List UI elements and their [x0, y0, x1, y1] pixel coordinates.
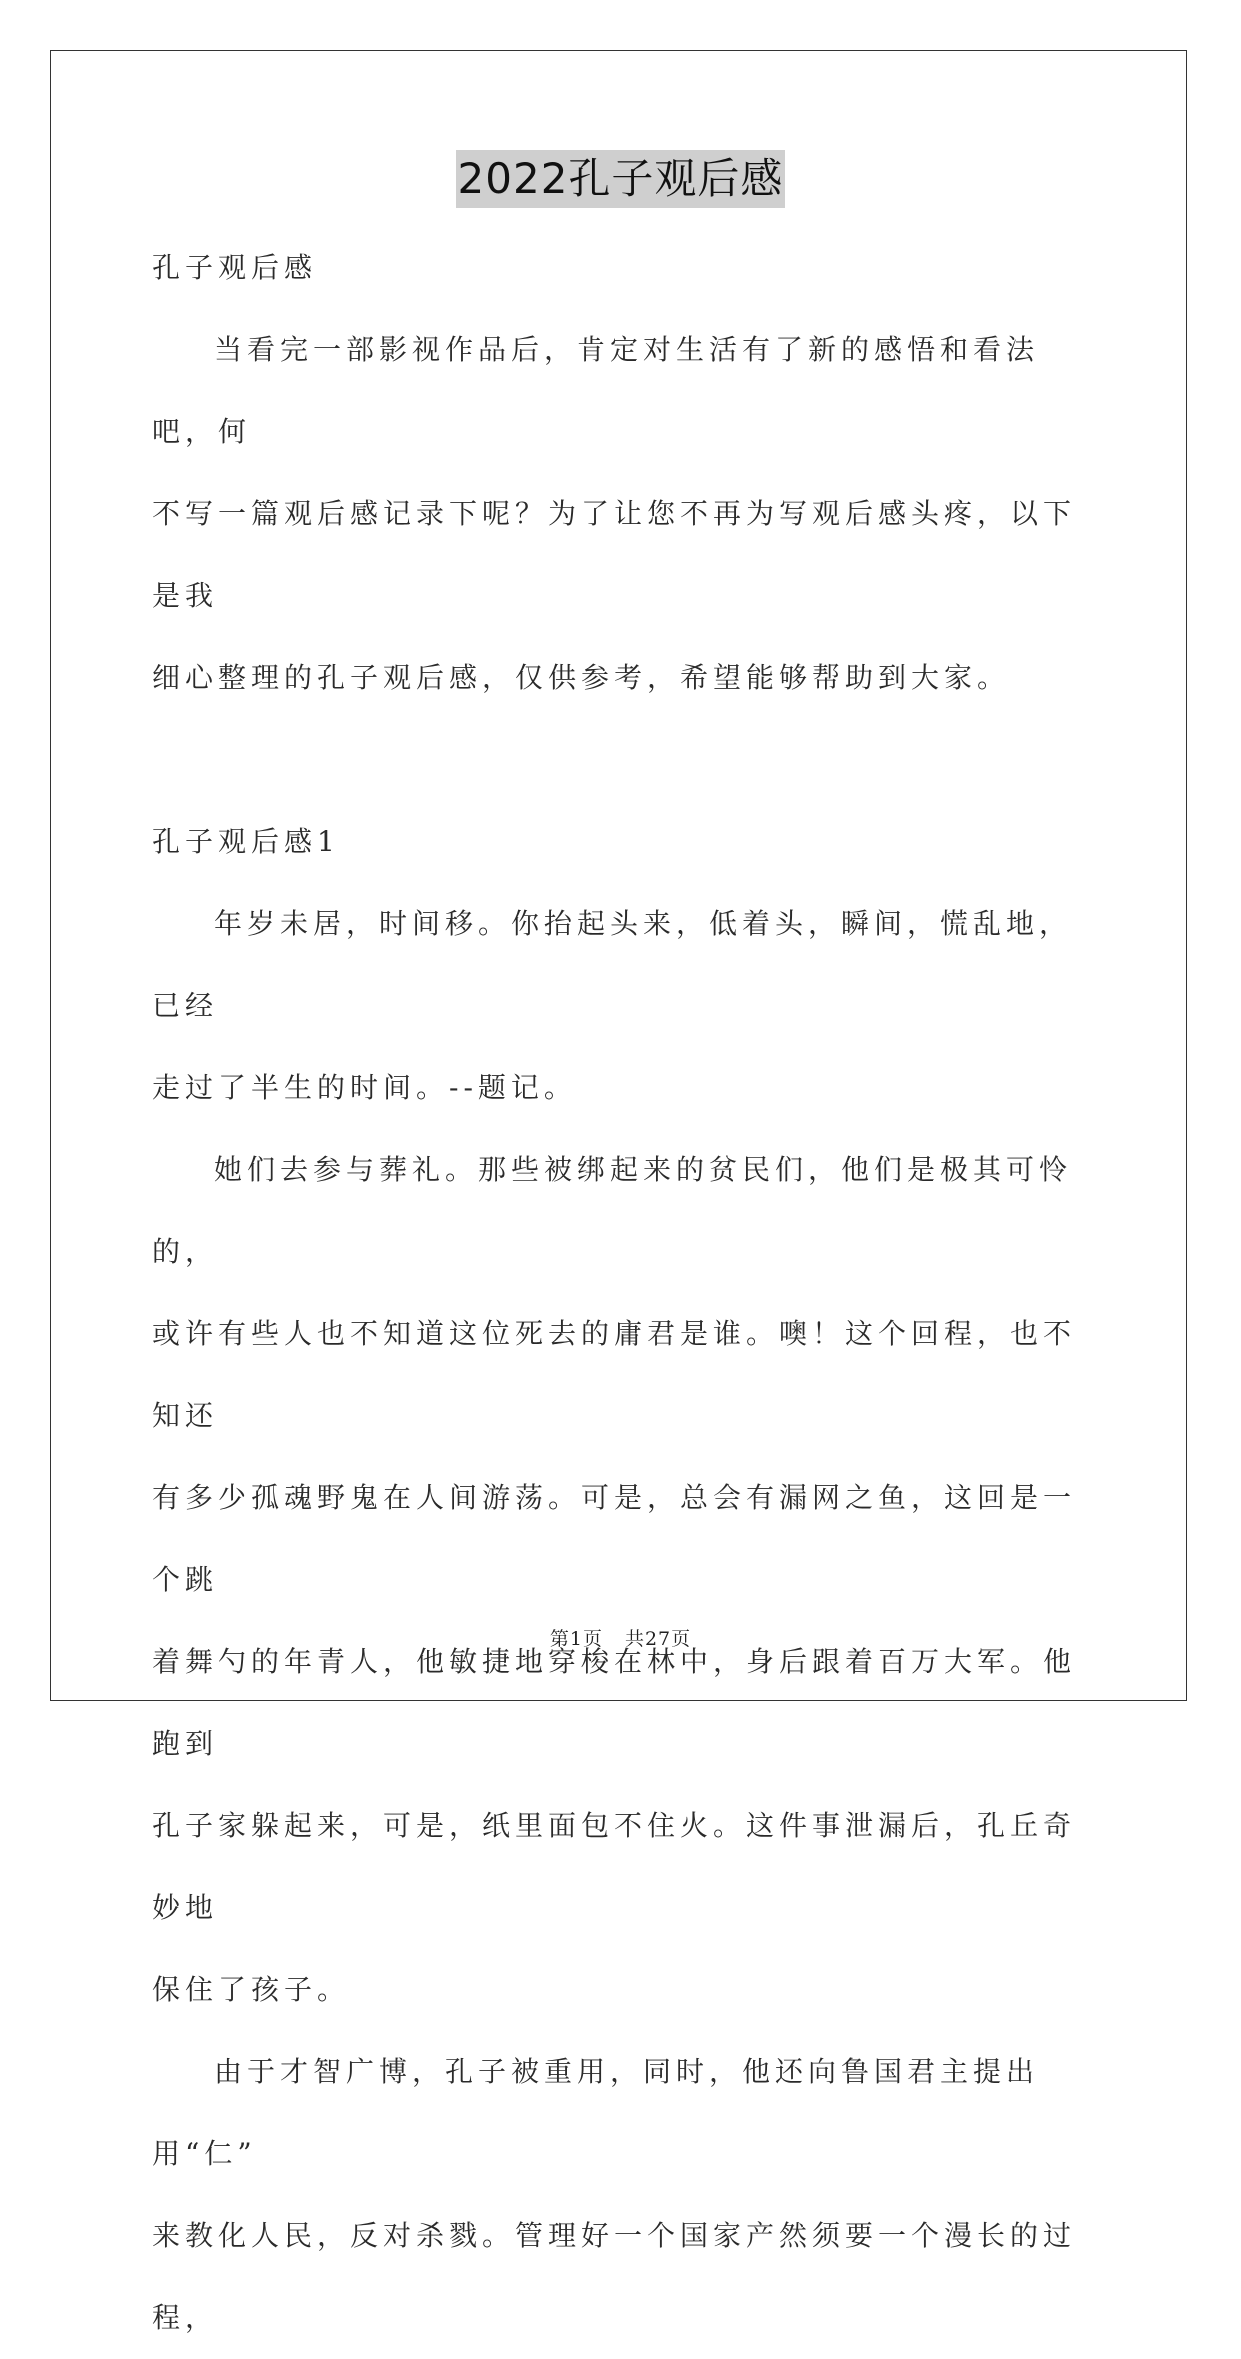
paragraph-line: 由于才智广博，孔子被重用，同时，他还向鲁国君主提出用“仁”: [152, 2055, 1040, 2170]
intro-line: 当看完一部影视作品后，肯定对生活有了新的感悟和看法吧，何: [152, 333, 1040, 448]
spacer: [152, 719, 1086, 801]
section-heading: 孔子观后感1: [152, 825, 340, 858]
paragraph-line: 她们去参与葬礼。那些被绑起来的贫民们，他们是极其可怜的，: [152, 1153, 1073, 1268]
paragraph-line: 孔子家躲起来，可是，纸里面包不住火。这件事泄漏后，孔丘奇妙地: [152, 1809, 1077, 1924]
page-total: 共27页: [624, 1628, 692, 1650]
intro-line: 不写一篇观后感记录下呢？为了让您不再为写观后感头疼，以下是我: [152, 497, 1077, 612]
paragraph-line: 或许有些人也不知道这位死去的庸君是谁。噢！这个回程，也不知还: [152, 1317, 1077, 1432]
document-title: 2022孔子观后感: [456, 150, 786, 208]
document-body: [152, 227, 1086, 2359]
paragraph-line: 保住了孩子。: [152, 1973, 351, 2006]
paragraph-line: 来教化人民，反对杀戮。管理好一个国家产然须要一个漫长的过程，: [152, 2219, 1077, 2334]
body-paragraph-2: [152, 1129, 1086, 2031]
paragraph-line: 走过了半生的时间。--题记。: [152, 1071, 577, 1104]
intro-heading: 孔子观后感: [152, 251, 318, 284]
paragraph-line: 年岁未居，时间移。你抬起头来，低着头，瞬间，慌乱地，已经: [152, 907, 1073, 1022]
intro-paragraph: [152, 309, 1086, 719]
paragraph-line: 有多少孤魂野鬼在人间游荡。可是，总会有漏网之鱼，这回是一个跳: [152, 1481, 1077, 1596]
intro-line: 细心整理的孔子观后感，仅供参考，希望能够帮助到大家。: [152, 661, 1011, 694]
paragraph-line: 着舞勺的年青人，他敏捷地穿梭在林中，身后跟着百万大军。他跑到: [152, 1645, 1077, 1760]
page-footer: [0, 1624, 1241, 1651]
document-title-block: [0, 150, 1241, 208]
page-number: 第1页: [549, 1628, 603, 1650]
body-paragraph-3: [152, 2031, 1086, 2359]
body-paragraph-1: [152, 883, 1086, 1129]
